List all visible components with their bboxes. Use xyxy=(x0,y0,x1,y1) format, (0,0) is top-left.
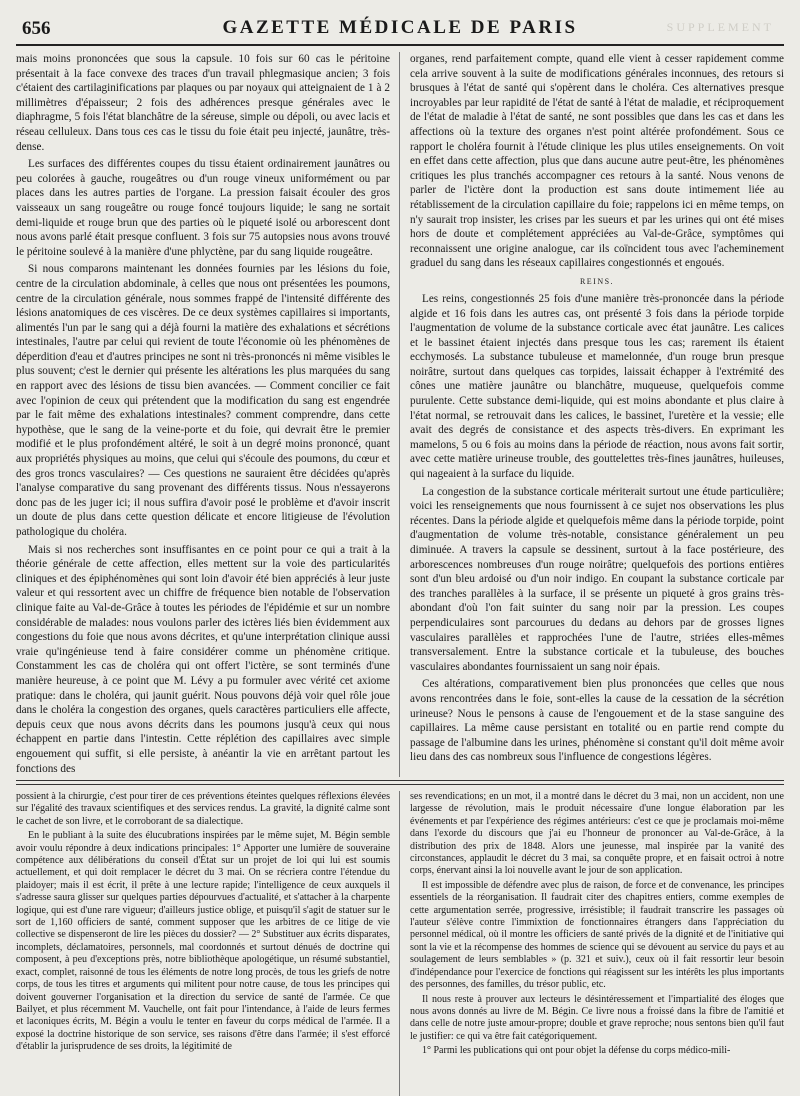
lower-article xyxy=(16,791,784,1096)
paragraph: mais moins prononcées que sous la capsule. 10 fois sur 60 cas le péritoine présentait à la face convexe des traces d'un travail phlegmasique ancien; 3 fois c'étaient des cartilaginifications par plaques ou par noyaux qui atteignaient de 1 à 2 millimètres d'épaisseur; 2 fois des adhérences presque générales avec le diaphragme, 5 fois l'état blanchâtre de la séreuse, simple ou dépoli, ou avec lacis et réseau celluleux. Dans tous ces cas le tissu du foie était peu injecté, jaunâtre, très-dense. xyxy=(16,53,390,153)
lower-left-column xyxy=(16,791,400,1096)
paragraph: En le publiant à la suite des élucubrations inspirées par le même sujet, M. Bégin semble avoir voulu répondre à deux indications principales: 1° Apporter une lumière de souveraine compétence aux délibérations du conseil d'État sur un projet de loi qui lui est soumis actuellement, et qui doit remplacer le décret du 3 mai. On se récriera contre l'étendue du plaidoyer; mais il est écrit, il prête à une lecture rapide; l'intelligence de ceux auxquels il s'adresse saura glisser sur quelques parties dépourvues d'actualité, et s'attacher à la charpente logique, qui est d'une rare vigueur; d'ailleurs justice oblige, et puisqu'il s'agit de statuer sur le sort de 1,160 officiers de santé, comment supposer que les arbitres de ce litige de vie collective se dispenseront de lire les pièces du dossier? — 2° Substituer aux écrits disparates, incomplets, déclamatoires, personnels, mal coordonnés et surtout dénués de doctrine qui composent, à peu d'exceptions près, notre bibliothèque apologétique, un résumé substantiel, exact, complet, raisonné de tous les éléments de notre long procès, de tous les griefs de notre corps, de tous les titres et arguments qui militent pour notre cause, de tous les principes qui doivent gouverner l'organisation et la direction du service de santé de l'armée. Ce que Bailyet, et plus récemment M. Vauchelle, ont fait pour l'intendance, à l'aide de leurs fermes et laconiques écrits, M. Bégin a voulu le tenter en faveur du corps médical de l'armée. Il a exposé la doctrine historique de son service, ses raisons d'être dans l'armée; il s'est efforcé d'établir la jurisprudence de ses droits, la légitimité de xyxy=(16,830,390,1053)
section-divider xyxy=(16,780,784,785)
paragraph: ses revendications; en un mot, il a montré dans le décret du 3 mai, non un accident, non une largesse de révolution, mais le produit nécessaire d'une longue élaboration par les événements et par l'expérience des régimes antérieurs: c'est ce que je proclamais moi-même dans l'exorde du discours que j'ai eu l'honneur de prononcer au Val-de-Grâce, à la distribution des prix de 1848. Alors une jeunesse, mal inspirée par la vanité des circonstances, applaudit le décret du 3 mai, sa conquête propre, et en faisait octroi à notre corps, énervant ainsi la loi nouvelle avant le jour de son application. xyxy=(410,791,784,877)
paragraph: Les surfaces des différentes coupes du tissu étaient ordinairement jaunâtres ou peu colorées à gauche, rougeâtres ou d'un rouge vineux uniformément ou par places dans les autres parties de l'organe. La pression faisait écouler des gros vaisseaux un sang rougeâtre ou rouge foncé toujours liquide; le sang ne sortait demi-liquide et rouge brun que des parties où le piqueté isolé ou arborescent dont nous avons parlé était presque confluent. 3 fois sur 75 autopsies nous avons trouvé le péritoine soulevé à la manière d'une phlyctène, par du sang liquide rougeâtre. xyxy=(16,158,390,258)
paragraph: Les reins, congestionnés 25 fois d'une manière très-prononcée dans la période algide et 16 fois dans les autres cas, ont présenté 3 fois dans la période torpide l'augmentation de volume de la substance corticale avec état jaunâtre. Les calices et le bassinet étaient injectés dans presque tous les cas; rarement ils étaient ecchymosés. La substance tubuleuse et mamelonnée, d'un rouge brun presque noirâtre, surtout dans quelques cas torpides, laissait échapper à l'extrémité des cônes une matière jaunâtre ou blanchâtre, muqueuse, quelquefois comme purulente. Cette substance demi-liquide, qui est moins abondante et plus claire à l'état normal, se retrouvait dans les calices, le bassinet, l'uretère et la vessie; elle avait des degrés de consistance et des aspects très-divers. En exprimant les mamelons, 5 ou 6 fois au moins dans la période de réaction, nous avons fait sortir, avec cette matière urineuse trouble, des gouttelettes très-fines jaunâtres, huileuses, qui nageaient à la surface du liquide. xyxy=(410,292,784,481)
paragraph: La congestion de la substance corticale mériterait surtout une étude particulière; voici les renseignements que nous fournissent à ce sujet nos observations les plus récentes. Dans la période algide et quelquefois même dans la période torpide, point d'augmentation de volume très-notable, consistance généralement un peu diminuée. A travers la capsule se dessinent, surtout à la face postérieure, des arborescences nombreuses d'un rouge noirâtre; quelquefois des portions entières sont d'un bleu ardoisé ou d'un noir indigo. En coupant la substance corticale par des tranches parallèles à la surface, il se présente un piqueté à gros grains très-abondant d'où l'on fait suinter du sang noir par la pression. Les coupes perpendiculaires sont parcourues du dedans au dehors par de grosses lignes vasculaires parallèles et rapprochées l'une de l'autre, striées elles-mêmes transversalement. Entre la substance corticale et la tubuleuse, des bouches vasculaires abondantes fournissaient un sang noir épais. xyxy=(410,485,784,673)
upper-article xyxy=(16,52,784,777)
paragraph: Mais si nos recherches sont insuffisantes en ce point pour ce qui a trait à la théorie générale de cette affection, elles mettent sur la voie des particularités cliniques et des épiphénomènes qui sont loin d'avoir été bien appréciés à leur juste valeur et qui ressortent avec un chiffre de fréquence bien notable de l'observation clinique faite au Val-de-Grâce à toutes les périodes de l'épidémie et sur un nombre considérable de malades: nous voulons parler des ictères liés bien évidemment aux congestions du foie que nous avons décrites, et qu'une interprétation clinique aussi vraie qu'ingénieuse tend à faire considérer comme un phénomène critique. Constamment les cas de choléra qui ont offert l'ictère, se sont terminés d'une manière heureuse, à ce point que M. Lévy a pu formuler avec vérité cet axiome pratique: dans le choléra, qui jaunit guérit. Nous pouvons déjà voir quel rôle joue dans le choléra la congestion des organes, quels caractères particuliers elle affecte, depuis ceux que nous avons décrits dans les poumons jusqu'à ceux qui nous échappent en partie dans l'intestin. Cette réplétion des capillaires avec simple engouement qui suffit, si elle persiste, à anéantir la vie en arrêtant partout les fonctions des xyxy=(16,543,390,775)
paragraph: Ces altérations, comparativement bien plus prononcées que celles que nous avons rencontrées dans le foie, sont-elles la cause de la cessation de la sécrétion urineuse? Nous le pensons à cause de l'engouement et de la stase sanguine des capillaires. La même cause persistant en totalité ou en partie rend compte du passage de l'albumine dans les urines, phénomène si constant qu'il doit même avoir lieu dans des cas nombreux sous l'influence de congestions légères. xyxy=(410,678,784,764)
section-heading-reins: REINS. xyxy=(579,276,615,286)
bleed-through-title: SUPPLEMENT xyxy=(666,20,774,34)
page-number: 656 xyxy=(22,18,51,39)
paragraph: possient à la chirurgie, c'est pour tirer de ces préventions éteintes quelques réflexions élevées sur l'égalité des travaux scientifiques et des services rendus. La gravité, la dignité calme sont le cachet de son livre, et le corroborant de sa dialectique. xyxy=(16,791,390,827)
paragraph: 1° Parmi les publications qui ont pour objet la défense du corps médico-mili- xyxy=(422,1045,731,1057)
paragraph: Il nous reste à prouver aux lecteurs le désintéressement et l'impartialité des éloges que nous avons donnés au livre de M. Bégin. Ce livre nous a froissé dans la fibre de l'amitié et dans celle de notre juste amour-propre; double et grave reproche; nous sentons bien qu'il faut le justifier: ce qui va être fait catégoriquement. xyxy=(410,993,784,1042)
upper-left-column xyxy=(16,52,400,777)
paragraph: Il est impossible de défendre avec plus de raison, de force et de convenance, les principes essentiels de la réorganisation. Il faudrait citer des chapitres entiers, comme exemples de cette argumentation serrée, progressive, irrésistible; il faudrait transcrire les passages où l'auteur s'élève contre l'immixtion de fonctionnaires étrangers dans l'appréciation du personnel médical, où il montre les officiers de santé privés de la dignité et de l'initiative qui sont la vie et la récompense des hommes de science qui se dévouent au service du pays et au soulagement de leurs semblables » (p. 321 et suiv.), ceux où il fait ressortir leur besoin d'indépendance pour l'exercice de fonctions qui réagissent sur les intérêts les plus importants des personnes, des familles, du trésor public, etc. xyxy=(410,879,784,991)
upper-right-column xyxy=(410,52,784,777)
paragraph: Si nous comparons maintenant les données fournies par les lésions du foie, centre de la circulation abdominale, à celles que nous ont présentées les poumons, centre de la circulation générale, nous sommes frappé de l'intensité différente des lésions anatomiques de ces viscères. De ce deux systèmes capillaires si importants, alimentés l'un par le sang qui a déjà fourni la matière des exhalations et sécrétions intestinales, l'autre par celui qui revient de toute l'économie où les phénomènes de déperdition d'eau et d'autres principes ne sont ni très-prononcés ni même visibles le plus souvent; c'est le dernier qui présente les altérations les plus marquées du sang en rapport avec des lésions de tissu bien avancées. — Comment concilier ce fait avec l'opinion de ceux qui prétendent que la modification du sang est engendrée par le fait même des exhalations intestinales? comment comprendre, dans cette hypothèse, que le sang de la veine-porte et du foie, qui devrait être le premier modifié et le plus profondément altéré, le soit à un degré moins prononcé, quant aux propriétés physiques au moins, que celui qui s'écoule des poumons, du cœur et des gros troncs vasculaires? — Ces questions ne sauraient être décidées qu'après l'analyse comparative du sang provenant des différents tissus. Nous n'essayerons donc pas de les juger ici; il nous suffira d'avoir posé le problème et d'avoir inscrit un doute de plus dans cette question délicate et encore litigieuse de l'évolution pathologique du choléra. xyxy=(16,263,390,538)
paragraph: organes, rend parfaitement compte, quand elle vient à cesser rapidement comme cela arrive souvent à la suite de modifications générales inconnues, des retours si brusques à l'état de santé qui s'opèrent dans le choléra. Ces alternatives presque incroyables par leur rapidité de l'état de santé à l'état de maladie, et réciproquement de l'état de maladie à l'état de santé, ne sont possibles que dans les cas et dans les affections où la texture des organes n'est point altérée profondément. Sous ce rapport le choléra fournit à l'étude clinique les plus utiles enseignements. On voit en effet dans cette affection, plus que dans aucune autre peut-être, les phénomènes critiques les plus tranchés accompagner ces retours à la santé. Nous venons de parler de l'ictère dont la production est sans doute intimement liée au rétablissement de la circulation capillaire du foie; rappelons ici en même temps, on n'y saurait trop insister, les crises par les sueurs et par les urines qui ont été mises hors de doute et complétement appréciées au Val-de-Grâce, symptômes qui reconnaissent une origine analogue, car ils coïncident tous avec l'acheminement graduel du sang dans les réseaux capillaires congestionnés et engoués. xyxy=(410,53,784,270)
running-header xyxy=(16,14,784,46)
journal-title: GAZETTE MÉDICALE DE PARIS xyxy=(222,17,578,38)
lower-right-column xyxy=(410,791,784,1096)
